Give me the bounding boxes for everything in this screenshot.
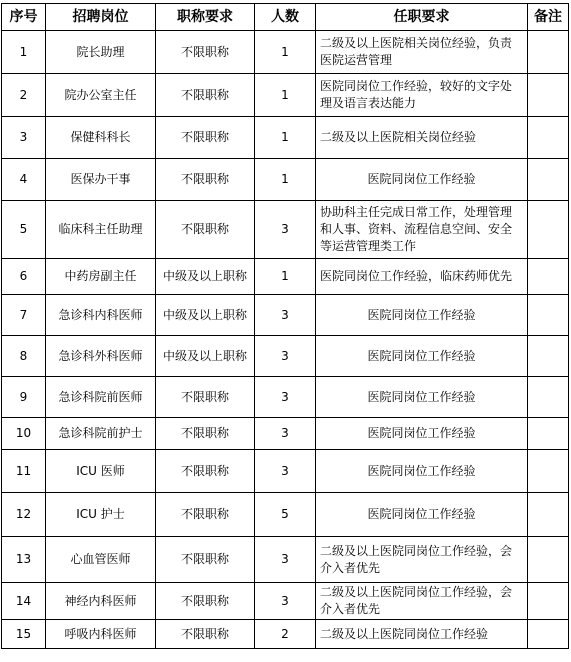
table-row <box>2 537 569 583</box>
cell-count: 2 <box>255 620 316 649</box>
cell-no: 15 <box>2 620 46 649</box>
cell-title-requirement: 不限职称 <box>156 201 255 259</box>
cell-count: 3 <box>255 336 316 377</box>
table-row <box>2 493 569 537</box>
cell-position: 呼吸内科医师 <box>46 620 156 649</box>
cell-no: 9 <box>2 377 46 418</box>
cell-duty-requirement: 医院同岗位工作经验 <box>316 159 528 201</box>
cell-duty-requirement: 医院同岗位工作经验，临床药师优先 <box>316 259 528 295</box>
cell-no: 11 <box>2 450 46 493</box>
cell-count: 3 <box>255 295 316 336</box>
cell-title-requirement: 中级及以上职称 <box>156 295 255 336</box>
cell-position: 急诊科外科医师 <box>46 336 156 377</box>
cell-count: 3 <box>255 537 316 583</box>
cell-count: 3 <box>255 377 316 418</box>
cell-count: 3 <box>255 450 316 493</box>
table-row <box>2 336 569 377</box>
cell-remark <box>528 450 569 493</box>
table-row <box>2 583 569 620</box>
cell-remark <box>528 259 569 295</box>
cell-count: 3 <box>255 418 316 450</box>
header-no: 序号 <box>2 4 46 31</box>
cell-remark <box>528 74 569 117</box>
table-row <box>2 377 569 418</box>
cell-duty-requirement: 二级及以上医院相关岗位经验 <box>316 117 528 159</box>
cell-position: 保健科科长 <box>46 117 156 159</box>
cell-no: 4 <box>2 159 46 201</box>
cell-count: 1 <box>255 159 316 201</box>
table-row <box>2 259 569 295</box>
cell-title-requirement: 不限职称 <box>156 418 255 450</box>
cell-count: 5 <box>255 493 316 537</box>
cell-duty-requirement: 二级及以上医院同岗位工作经验 <box>316 620 528 649</box>
table-row <box>2 295 569 336</box>
cell-position: ICU 医师 <box>46 450 156 493</box>
cell-no: 2 <box>2 74 46 117</box>
cell-title-requirement: 中级及以上职称 <box>156 336 255 377</box>
cell-position: 神经内科医师 <box>46 583 156 620</box>
cell-title-requirement: 不限职称 <box>156 583 255 620</box>
cell-duty-requirement: 医院同岗位工作经验 <box>316 377 528 418</box>
cell-remark <box>528 377 569 418</box>
cell-duty-requirement: 医院同岗位工作经验 <box>316 418 528 450</box>
table-row <box>2 159 569 201</box>
cell-count: 3 <box>255 201 316 259</box>
cell-duty-requirement: 二级及以上医院相关岗位经验，负责医院运营管理 <box>316 31 528 74</box>
cell-remark <box>528 493 569 537</box>
cell-title-requirement: 不限职称 <box>156 537 255 583</box>
cell-title-requirement: 不限职称 <box>156 159 255 201</box>
cell-title-requirement: 不限职称 <box>156 493 255 537</box>
table-row <box>2 74 569 117</box>
cell-remark <box>528 336 569 377</box>
cell-position: ICU 护士 <box>46 493 156 537</box>
cell-remark <box>528 620 569 649</box>
cell-remark <box>528 583 569 620</box>
table-row <box>2 450 569 493</box>
cell-no: 7 <box>2 295 46 336</box>
cell-no: 5 <box>2 201 46 259</box>
cell-duty-requirement: 协助科主任完成日常工作，处理管理和人事、资料、流程信息空间、安全等运营管理类工作 <box>316 201 528 259</box>
cell-no: 14 <box>2 583 46 620</box>
table-row <box>2 201 569 259</box>
table-row <box>2 620 569 649</box>
recruitment-table <box>1 3 569 649</box>
cell-title-requirement: 不限职称 <box>156 450 255 493</box>
header-title-requirement: 职称要求 <box>156 4 255 31</box>
cell-duty-requirement: 二级及以上医院同岗位工作经验，会介入者优先 <box>316 583 528 620</box>
cell-remark <box>528 31 569 74</box>
cell-no: 8 <box>2 336 46 377</box>
cell-title-requirement: 中级及以上职称 <box>156 259 255 295</box>
cell-title-requirement: 不限职称 <box>156 377 255 418</box>
table-row <box>2 31 569 74</box>
cell-position: 心血管医师 <box>46 537 156 583</box>
cell-no: 6 <box>2 259 46 295</box>
cell-position: 院长助理 <box>46 31 156 74</box>
table-row <box>2 418 569 450</box>
cell-duty-requirement: 医院同岗位工作经验 <box>316 450 528 493</box>
cell-position: 医保办干事 <box>46 159 156 201</box>
table-row <box>2 117 569 159</box>
cell-position: 院办公室主任 <box>46 74 156 117</box>
cell-position: 中药房副主任 <box>46 259 156 295</box>
cell-remark <box>528 418 569 450</box>
header-row <box>2 4 569 31</box>
cell-count: 1 <box>255 117 316 159</box>
header-duty-requirement: 任职要求 <box>316 4 528 31</box>
cell-count: 1 <box>255 31 316 74</box>
cell-remark <box>528 159 569 201</box>
cell-remark <box>528 295 569 336</box>
cell-position: 临床科主任助理 <box>46 201 156 259</box>
cell-position: 急诊科院前护士 <box>46 418 156 450</box>
cell-position: 急诊科内科医师 <box>46 295 156 336</box>
cell-no: 12 <box>2 493 46 537</box>
cell-no: 1 <box>2 31 46 74</box>
cell-title-requirement: 不限职称 <box>156 620 255 649</box>
cell-count: 3 <box>255 583 316 620</box>
cell-position: 急诊科院前医师 <box>46 377 156 418</box>
cell-title-requirement: 不限职称 <box>156 74 255 117</box>
cell-remark <box>528 201 569 259</box>
cell-count: 1 <box>255 259 316 295</box>
header-count: 人数 <box>255 4 316 31</box>
cell-duty-requirement: 二级及以上医院同岗位工作经验，会介入者优先 <box>316 537 528 583</box>
cell-remark <box>528 537 569 583</box>
cell-duty-requirement: 医院同岗位工作经验 <box>316 493 528 537</box>
cell-duty-requirement: 医院同岗位工作经验，较好的文字处理及语言表达能力 <box>316 74 528 117</box>
cell-count: 1 <box>255 74 316 117</box>
cell-no: 13 <box>2 537 46 583</box>
cell-title-requirement: 不限职称 <box>156 31 255 74</box>
cell-title-requirement: 不限职称 <box>156 117 255 159</box>
cell-duty-requirement: 医院同岗位工作经验 <box>316 295 528 336</box>
header-remark: 备注 <box>528 4 569 31</box>
cell-no: 10 <box>2 418 46 450</box>
cell-duty-requirement: 医院同岗位工作经验 <box>316 336 528 377</box>
cell-remark <box>528 117 569 159</box>
header-position: 招聘岗位 <box>46 4 156 31</box>
cell-no: 3 <box>2 117 46 159</box>
